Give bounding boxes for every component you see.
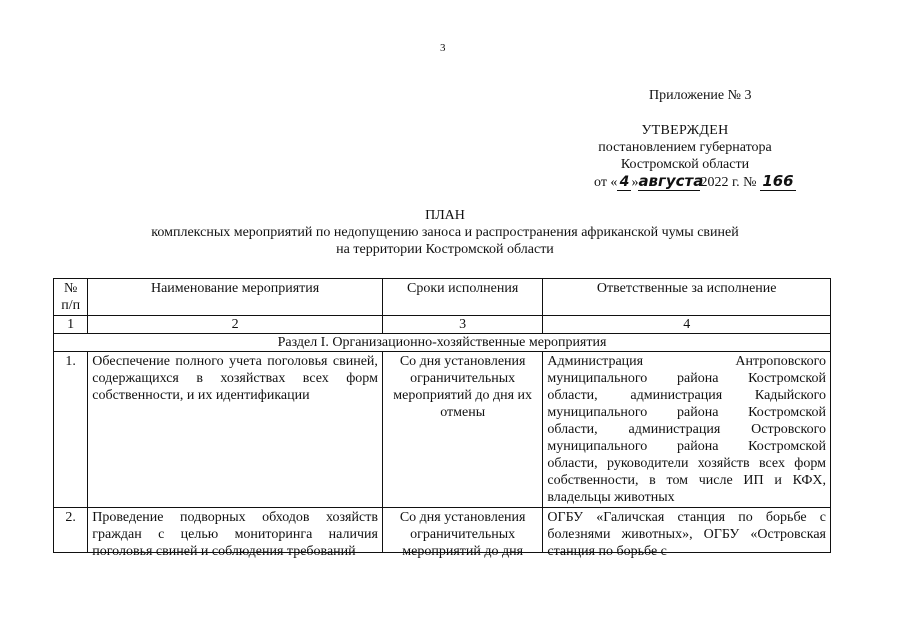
row-responsible-text: ОГБУ «Галичская станция по борьбе с болезнями животных», ОГБУ «Островская станция по борьбе с (547, 510, 826, 559)
row-term: Со дня установления ограничительных мероприятий до дня их отмены (382, 352, 542, 508)
header-responsible: Ответственные за исполнение (543, 279, 831, 316)
decree-number-handwritten: 166 (760, 172, 796, 191)
row-number (54, 508, 88, 553)
approval-date-line (594, 172, 796, 191)
row-term (382, 508, 542, 559)
row-term-text: Со дня установления ограничительных мероприятий до дня (399, 510, 526, 559)
header-num: № п/п (54, 279, 88, 316)
column-number: 1 (54, 316, 88, 334)
section-title: Раздел I. Организационно-хозяйственные мероприятия (54, 334, 831, 352)
column-number: 2 (88, 316, 383, 334)
date-mid: » (631, 175, 639, 190)
approved-heading: УТВЕРЖДЕН (641, 123, 729, 138)
plan-title: ПЛАН (425, 208, 465, 223)
page-number: 3 (440, 42, 446, 54)
approval-block (560, 122, 810, 173)
column-number: 4 (543, 316, 831, 334)
approval-line-1: постановлением губернатора (598, 140, 772, 155)
row-name (88, 508, 383, 559)
plan-title-block (120, 207, 770, 258)
table-header-row (54, 279, 831, 316)
table-row (54, 352, 831, 508)
plan-subtitle-1: комплексных мероприятий по недопущению заноса и распространения африканской чумы свиней (151, 225, 739, 240)
table-row (54, 508, 831, 553)
row-name-text: Проведение подворных обходов хозяйств граждан с целью мониторинга наличия поголовья свиней и соблюдения требований (92, 510, 378, 559)
row-number: 1. (54, 352, 88, 508)
header-term: Сроки исполнения (382, 279, 542, 316)
row-name: Обеспечение полного учета поголовья свиней, содержащихся в хозяйствах всех форм собственности, и их идентификации (88, 352, 383, 508)
appendix-label: Приложение № 3 (649, 88, 752, 103)
plan-table (53, 278, 831, 559)
date-prefix: от « (594, 175, 618, 190)
row-responsible (543, 508, 831, 559)
row-responsible: Администрация Антроповского муниципального района Костромской области, администрация Кадыйского муниципального района Костромской области, администрация Островского муниципального района Костромской области, руководители хозяйств всех форм собственности, в том числе ИП и КФХ, владельцы животных (543, 352, 831, 508)
column-number-row (54, 316, 831, 334)
date-day-handwritten: 4 (617, 174, 631, 191)
plan-subtitle-2: на территории Костромской области (336, 242, 554, 257)
approval-line-2: Костромской области (620, 157, 750, 172)
section-row (54, 334, 831, 352)
date-year: 2022 г. № (700, 175, 757, 190)
row-number-text: 2. (65, 510, 76, 525)
header-name: Наименование мероприятия (88, 279, 383, 316)
column-number: 3 (382, 316, 542, 334)
date-month-handwritten: августа (638, 172, 704, 190)
